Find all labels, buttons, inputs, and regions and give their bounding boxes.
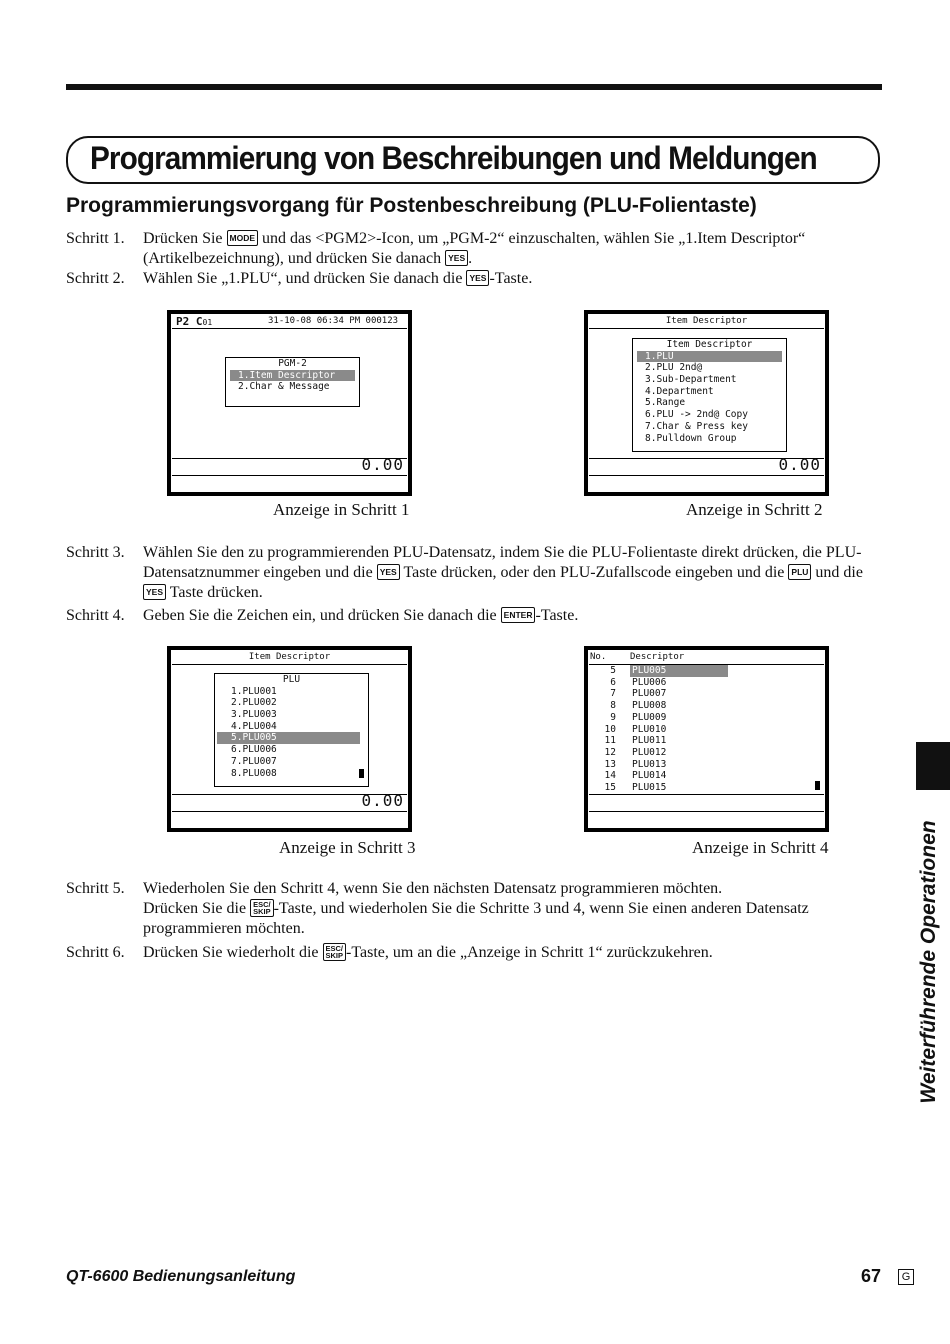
language-badge: G [898,1269,914,1285]
menu-item[interactable]: 2.PLU002 [231,697,277,709]
table-row[interactable] [588,724,817,736]
top-rule [66,84,882,90]
yes-key-icon: YES [377,564,400,580]
row-descriptor: PLU013 [632,758,667,770]
step-text-part: Drücken Sie wiederholt die [143,944,319,961]
row-number: 7 [610,688,616,700]
step-text-part: -Taste, und wiederholen Sie die Schritte 3 und 4, wenn Sie einen anderen Datensatz programmieren möchten. [143,900,809,937]
yes-key-icon: YES [143,584,166,600]
header-rule [589,328,824,329]
display-screen-3 [167,646,412,832]
table-row[interactable] [588,700,817,712]
row-descriptor: PLU014 [632,770,667,782]
step-text [143,543,871,603]
table-row[interactable] [588,688,817,700]
clerk-number: 01 [202,318,213,327]
screen-header: Item Descriptor [248,652,331,662]
scroll-indicator-icon [359,769,364,778]
screen-header: Item Descriptor [665,316,748,326]
scroll-indicator-icon [815,781,820,790]
amount-display: 0.00 [361,791,404,810]
key-line: SKIP [253,906,271,916]
step-text [143,879,873,939]
descriptor-table [588,665,817,795]
menu-item[interactable]: 3.Sub-Department [645,374,737,386]
step-text-part: -Taste, um an die „Anzeige in Schritt 1“ zurückzukehren. [346,944,713,961]
menu-title: PGM-2 [278,358,307,369]
row-number: 13 [604,758,616,770]
bottom-rule [589,475,824,476]
caption-screen-1: Anzeige in Schritt 1 [273,500,410,519]
mode-key-icon: MODE [227,230,259,246]
step-text [143,606,873,626]
row-number: 9 [610,711,616,723]
enter-key-icon: ENTER [501,607,536,623]
yes-key-icon: YES [466,270,489,286]
row-number: 15 [604,782,616,793]
row-descriptor: PLU007 [632,688,667,700]
display-screen-1 [167,310,412,496]
pgm2-menu [225,357,360,407]
esc-skip-key-icon [323,943,347,961]
row-descriptor: PLU015 [632,782,667,793]
table-row[interactable] [588,747,817,759]
row-number: 5 [610,665,616,676]
step-text-part: Wählen Sie „1.PLU“, und drücken Sie danach die [143,270,463,287]
yes-key-icon: YES [445,250,468,266]
bottom-rule [589,811,824,812]
bottom-rule [172,811,407,812]
caption-screen-2: Anzeige in Schritt 2 [686,500,823,519]
menu-item[interactable]: 4.PLU004 [231,720,277,732]
caption-screen-3: Anzeige in Schritt 3 [279,838,416,857]
row-descriptor: PLU012 [632,746,667,758]
step-label: Schritt 5. [66,880,125,897]
table-row[interactable] [588,665,817,677]
step-text-part: Drücken Sie [143,230,223,247]
display-screen-2 [584,310,829,496]
display-screen-4 [584,646,829,832]
amount-rule [589,794,824,795]
table-row[interactable] [588,677,817,689]
menu-item[interactable] [215,768,368,780]
row-number: 14 [604,770,616,782]
menu-item[interactable]: 1.Item Descriptor [230,370,355,382]
page-title: Programmierung von Beschreibungen und Meldungen [90,140,817,176]
step-text-part: . [468,250,473,267]
menu-item-label: 8.PLU008 [231,767,277,779]
table-row[interactable] [588,770,817,782]
step-text [143,229,873,269]
menu-item[interactable]: 6.PLU006 [231,744,277,756]
step-text-part: Taste drücken, oder den PLU-Zufallscode eingeben und die [403,564,785,581]
amount-display: 0.00 [361,455,404,474]
table-row[interactable] [588,782,817,794]
step-text-part: und die [815,564,863,581]
plu-key-icon: PLU [788,564,811,580]
title-box [66,136,880,184]
esc-skip-key-icon [250,899,274,917]
row-number: 12 [604,746,616,758]
manual-title: QT-6600 Bedienungsanleitung [66,1268,296,1285]
header-rule [172,664,407,665]
menu-item[interactable]: 2.PLU 2nd@ [645,362,703,374]
row-descriptor: PLU010 [632,723,667,735]
step-text-part: Geben Sie die Zeichen ein, und drücken Sie danach die [143,607,497,624]
step-text-part: Wählen Sie den zu programmierenden PLU-Datensatz, indem Sie die PLU-Folientaste direkt drücken, die PLU-Datensatznummer eingeben und die [143,544,862,581]
row-descriptor: PLU005 [630,665,728,677]
menu-item[interactable]: 1.PLU001 [231,685,277,697]
row-descriptor: PLU008 [632,700,667,712]
row-descriptor: PLU009 [632,711,667,723]
item-descriptor-menu [632,338,787,452]
step-label: Schritt 4. [66,607,125,624]
menu-title: Item Descriptor [666,339,753,350]
row-number: 11 [604,735,616,747]
section-tab-label: Weiterführende Operationen [917,820,940,1104]
key-line: ESC/ [325,943,344,953]
section-subtitle: Programmierungsvorgang für Postenbeschreibung (PLU-Folientaste) [66,194,757,217]
menu-item[interactable]: 3.PLU003 [231,709,277,721]
caption-screen-4: Anzeige in Schritt 4 [692,838,829,857]
step-text-part: und das <PGM2>-Icon, um „PGM-2“ einzuschalten, wählen Sie „1.Item Descriptor“ (Artikelbezeichnung), und drücken Sie danach [143,230,806,267]
row-descriptor: PLU006 [632,676,667,688]
page-number: 67 [861,1266,882,1286]
menu-item[interactable]: 7.Char & Press key [645,420,748,432]
row-number: 8 [610,700,616,712]
step-label: Schritt 6. [66,944,125,961]
step-text-part: -Taste. [535,607,579,624]
step-label: Schritt 3. [66,544,125,561]
menu-item[interactable]: 4.Department [645,385,714,397]
key-line: SKIP [325,950,344,960]
key-line: ESC/ [253,899,271,909]
table-row[interactable] [588,712,817,724]
menu-item[interactable]: 5.PLU005 [217,732,360,744]
step-text [143,943,873,963]
step-text-part: Wiederholen Sie den Schritt 4, wenn Sie den nächsten Datensatz programmieren möchten. [143,880,723,897]
column-header-descriptor: Descriptor [630,652,685,662]
menu-item[interactable]: 7.PLU007 [231,755,277,767]
menu-title: PLU [282,674,301,685]
step-text-part: -Taste. [489,270,533,287]
step-text-part: Taste drücken. [169,584,263,601]
step-label: Schritt 2. [66,270,125,287]
table-row[interactable] [588,759,817,771]
menu-item[interactable]: 8.Pulldown Group [645,432,737,444]
column-header-no: No. [590,652,607,662]
menu-item[interactable]: 5.Range [645,397,686,409]
plu-menu [214,673,369,787]
row-descriptor: PLU011 [632,735,667,747]
menu-item[interactable]: 6.PLU -> 2nd@ Copy [645,409,748,421]
header-rule [172,328,407,329]
bottom-rule [172,475,407,476]
mode-indicator: P2 C [176,315,203,328]
menu-item[interactable]: 1.PLU [637,351,782,363]
status-line [176,316,212,329]
menu-item[interactable]: 2.Char & Message [238,381,330,393]
step-label: Schritt 1. [66,230,125,247]
step-text [143,269,873,289]
table-row[interactable] [588,735,817,747]
row-number: 10 [604,723,616,735]
step-text-part: Drücken Sie die [143,900,247,917]
row-number: 6 [610,676,616,688]
status-info: 31-10-08 06:34 PM 000123 [268,316,399,326]
section-tab-marker [916,742,950,790]
amount-display: 0.00 [778,455,821,474]
